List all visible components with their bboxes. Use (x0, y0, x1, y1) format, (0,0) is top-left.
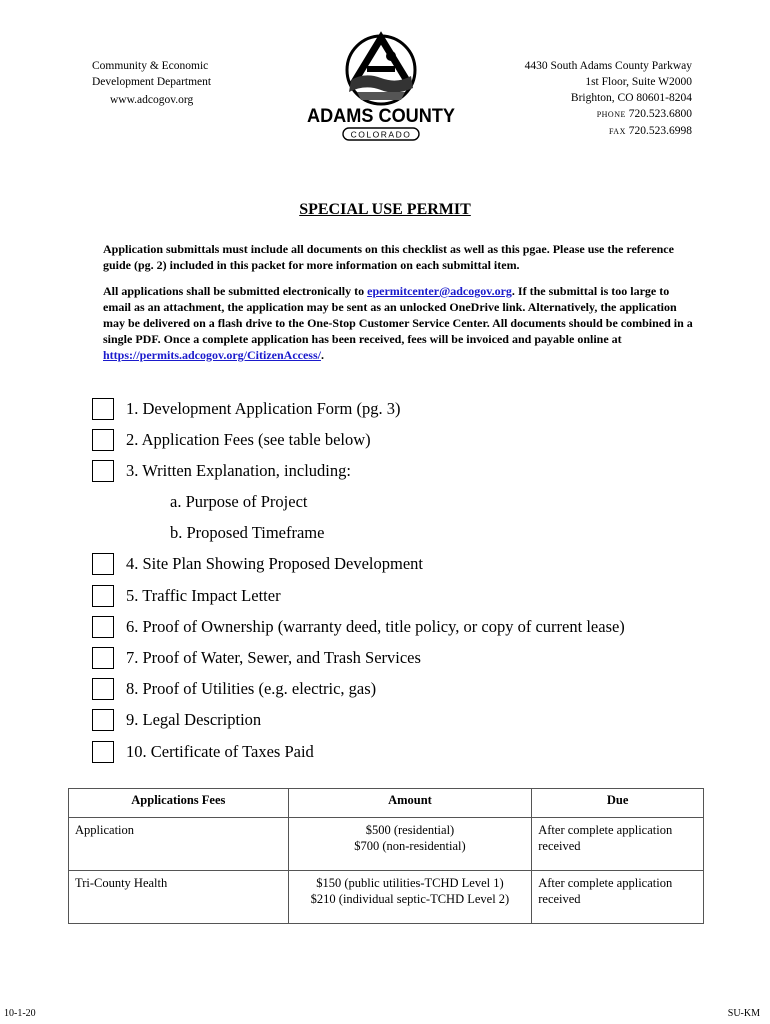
website-text: www.adcogov.org (110, 94, 194, 106)
page-title: SPECIAL USE PERMIT (299, 201, 471, 218)
checkbox[interactable] (92, 709, 114, 731)
p2-text-a: All applications shall be submitted electronically to (103, 284, 368, 298)
fax-line (500, 123, 692, 140)
checklist-label: 2. Application Fees (see table below) (126, 430, 371, 449)
checkbox[interactable] (92, 429, 114, 451)
checklist-label: 10. Certificate of Taxes Paid (126, 742, 314, 761)
checkbox[interactable] (92, 585, 114, 607)
column-header: Amount (288, 789, 532, 818)
address-line-1: 4430 South Adams County Parkway (524, 60, 692, 72)
footer-date: 10-1-20 (4, 1008, 36, 1019)
fee-name-cell: Application (69, 818, 289, 871)
address-line-3: Brighton, CO 80601-8204 (570, 92, 692, 104)
table-header-row (69, 789, 704, 818)
fee-name-cell: Tri-County Health (69, 871, 289, 924)
fax-number: 720.523.6998 (628, 125, 692, 137)
adams-county-logo (305, 30, 457, 142)
amount-line: $500 (residential) (365, 823, 455, 837)
amount-line: $700 (non-residential) (354, 839, 466, 853)
fee-due-cell: After complete application received (532, 818, 704, 871)
fees-table (68, 788, 704, 924)
phone-number: 720.523.6800 (628, 108, 692, 120)
fax-label: FAX (608, 127, 626, 136)
dept-line-2: Development Department (92, 76, 212, 88)
checkbox[interactable] (92, 678, 114, 700)
checklist-label: 6. Proof of Ownership (warranty deed, title policy, or copy of current lease) (126, 617, 625, 636)
checklist-label: 9. Legal Description (126, 710, 262, 729)
dept-line-1: Community & Economic (92, 60, 209, 72)
checkbox[interactable] (92, 616, 114, 638)
p2-text-end: . (320, 348, 324, 362)
table-row (69, 818, 704, 871)
checklist-label: 7. Proof of Water, Sewer, and Trash Services (126, 648, 421, 667)
fee-amount-cell (288, 818, 532, 871)
checkbox[interactable] (92, 647, 114, 669)
checkbox[interactable] (92, 741, 114, 763)
footer-code: SU-KM (727, 1008, 760, 1019)
sub-item: a. Purpose of Project (170, 492, 308, 511)
phone-line (500, 106, 692, 123)
phone-label: PHONE (596, 110, 626, 119)
address-block (500, 58, 692, 140)
citizen-access-link[interactable]: https://permits.adcogov.org/CitizenAccess/ (103, 348, 321, 362)
checkbox[interactable] (92, 553, 114, 575)
fee-due-cell: After complete application received (532, 871, 704, 924)
checklist-label: 1. Development Application Form (pg. 3) (126, 399, 401, 418)
logo-state-text: COLORADO (350, 129, 412, 140)
table-row (69, 871, 704, 924)
logo-name-text: ADAMS COUNTY (307, 106, 456, 127)
sub-item: b. Proposed Timeframe (170, 523, 325, 542)
amount-line: $150 (public utilities-TCHD Level 1) (316, 876, 504, 890)
column-header: Due (532, 789, 704, 818)
column-header: Applications Fees (69, 789, 289, 818)
p2-text-b: . If the submittal is too large to email as an attachment, the application may be sent as an unlocked OneDrive link. Alternatively, the application may be delivered on a flash drive to the One-Stop Customer Service Center. All documents should be combined in a single PDF. Once a complete application has been received, fees will be invoiced and payable online at (103, 284, 693, 346)
fee-amount-cell (288, 871, 532, 924)
checklist-label: 8. Proof of Utilities (e.g. electric, gas) (126, 679, 377, 698)
checklist-label: 4. Site Plan Showing Proposed Development (126, 554, 423, 573)
address-line-2: 1st Floor, Suite W2000 (585, 76, 692, 88)
department-block (92, 58, 211, 108)
checkbox[interactable] (92, 398, 114, 420)
checklist-label: 3. Written Explanation, including: (126, 461, 351, 480)
email-link[interactable]: epermitcenter@adcogov.org (367, 284, 512, 298)
checklist-label: 5. Traffic Impact Letter (126, 586, 281, 605)
intro-paragraph-2 (103, 283, 693, 363)
checkbox[interactable] (92, 460, 114, 482)
intro-paragraph-1: Application submittals must include all documents on this checklist as well as this pgae. Please use the reference guide (pg. 2) included in this packet for more information on each submittal item. (103, 242, 674, 272)
amount-line: $210 (individual septic-TCHD Level 2) (310, 892, 510, 906)
